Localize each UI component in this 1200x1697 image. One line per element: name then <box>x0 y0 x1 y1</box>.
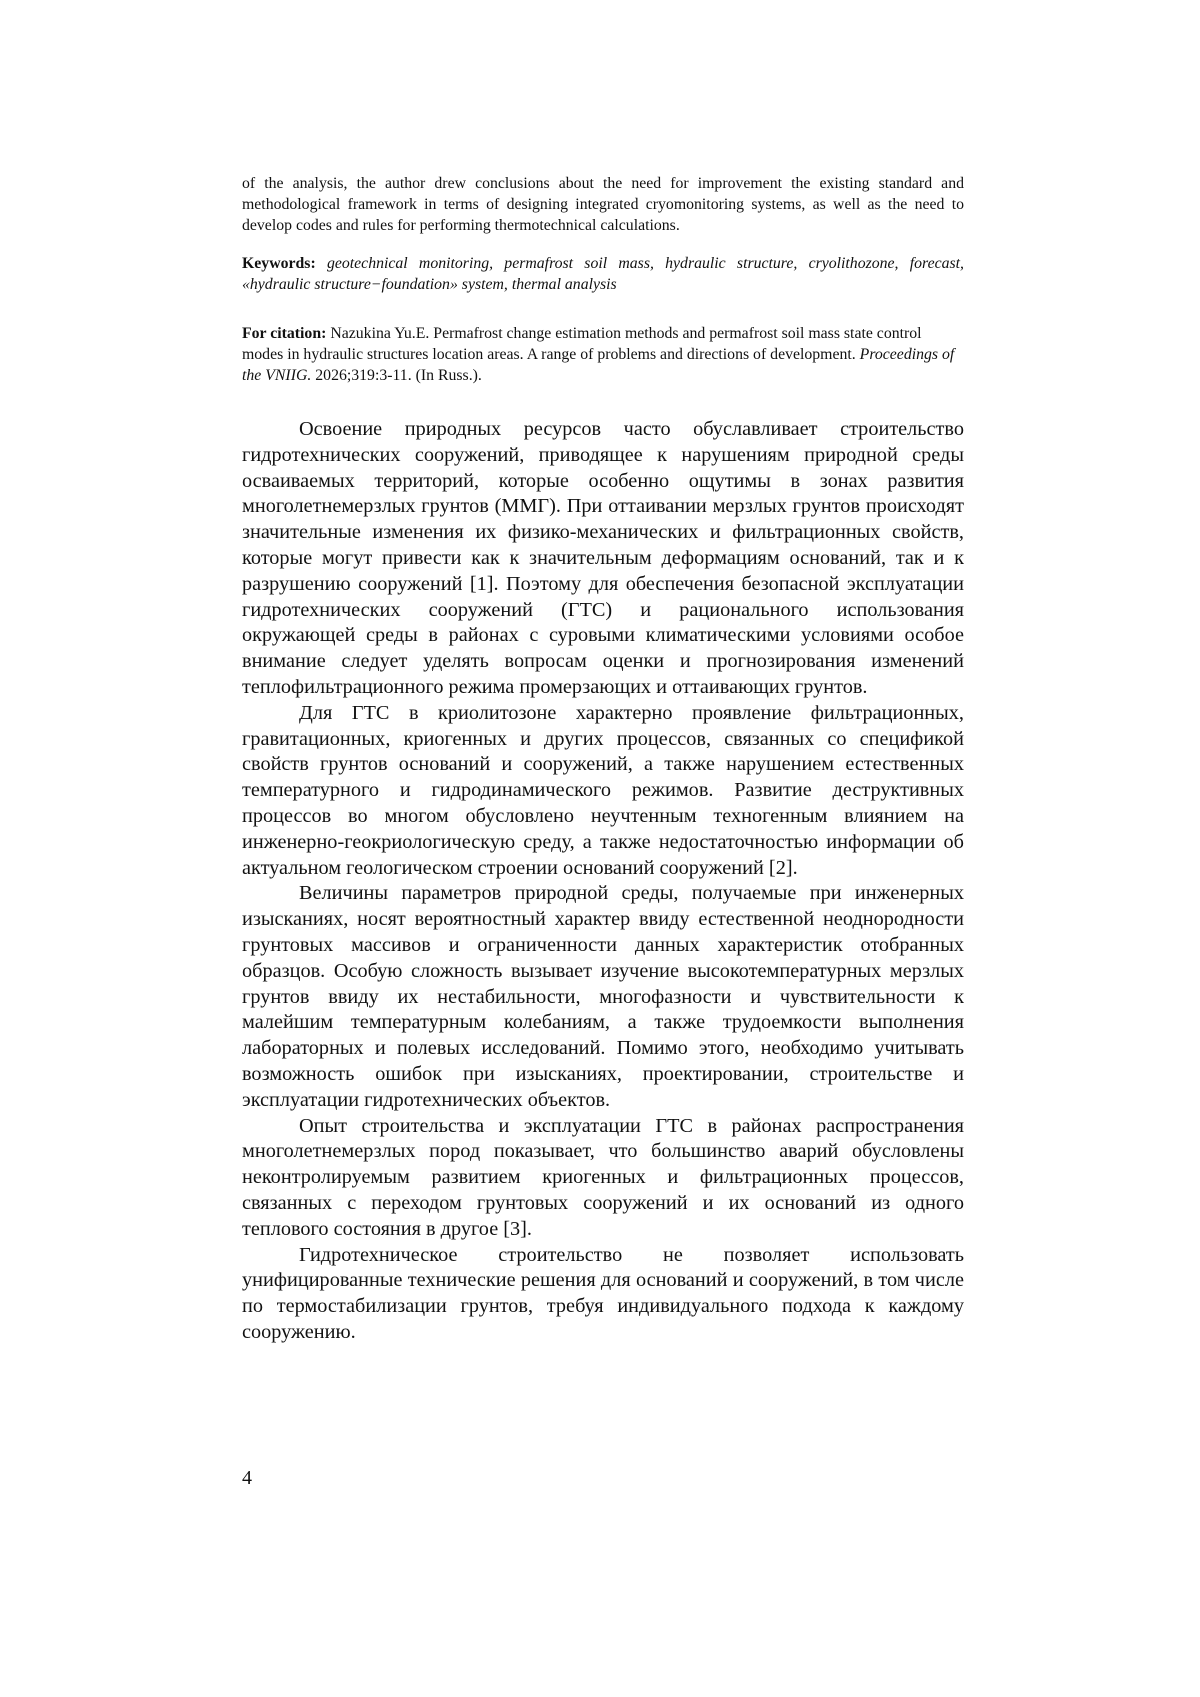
keywords-label: Keywords: <box>242 255 316 272</box>
main-body-text <box>242 417 964 1346</box>
body-paragraph-5: Гидротехническое строительство не позволяет использовать унифицированные технические решения для оснований и сооружений, в том числе по термостабилизации грунтов, требуя индивидуального подхода к каждому сооружению. <box>242 1243 964 1343</box>
citation-label: For citation: <box>242 325 327 342</box>
body-paragraph-4: Опыт строительства и эксплуатации ГТС в районах распространения многолетнемерзлых пород показывает, что большинство аварий обусловлены неконтролируемым развитием криогенных и фильтрационных процессов, связанных с переходом грунтовых сооружений и их оснований из одного теплового состояния в другое [3]. <box>242 1114 964 1240</box>
keywords-text: geotechnical monitoring, permafrost soil mass, hydraulic structure, cryolithozone, forecast, «hydraulic structure−foundation» system, thermal analysis <box>242 255 964 293</box>
body-paragraph-2: Для ГТС в криолитозоне характерно проявление фильтрационных, гравитационных, криогенных и других процессов, связанных со спецификой свойств грунтов оснований и сооружений, а также нарушением естественных температурного и гидродинамического режимов. Развитие деструктивных процессов во многом обусловлено неучтенным техногенным влиянием на инженерно-геокриологическую среду, а также недостаточностью информации об актуальном геологическом строении оснований сооружений [2]. <box>242 701 964 879</box>
citation-journal: Proceedings of the VNIIG. <box>242 346 955 384</box>
body-paragraph-1: Освоение природных ресурсов часто обуславливает строительство гидротехнических сооружений, приводящее к нарушениям природной среды осваиваемых территорий, которые особенно ощутимы в зонах развития многолетнемерзлых грунтов (ММГ). При оттаивании мерзлых грунтов происходят значительные изменения их физико-механических и фильтрационных свойств, которые могут привести как к значительным деформациям оснований, так и к разрушению сооружений [1]. Поэтому для обеспечения безопасной эксплуатации гидротехнических сооружений (ГТС) и рационального использования окружающей среды в районах с суровыми климатическими условиями особое внимание следует уделять вопросам оценки и прогнозирования изменений теплофильтрационного режима промерзающих и оттаивающих грунтов. <box>242 418 964 698</box>
citation-block <box>242 323 964 386</box>
page-number: 4 <box>242 1467 252 1489</box>
citation-text-after: 2026;319:3-11. (In Russ.). <box>315 367 482 384</box>
keywords-block <box>242 253 964 295</box>
citation-text-before: Nazukina Yu.E. Permafrost change estimation methods and permafrost soil mass state control modes in hydraulic structures location areas. A range of problems and directions of development. <box>242 325 922 363</box>
body-paragraph-3: Величины параметров природной среды, получаемые при инженерных изысканиях, носят вероятностный характер ввиду естественной неоднородности грунтовых массивов и ограниченности данных характеристик отобранных образцов. Особую сложность вызывает изучение высокотемпературных мерзлых грунтов ввиду их нестабильности, многофазности и чувствительности к малейшим температурным колебаниям, а также трудоемкости выполнения лабораторных и полевых исследований. Помимо этого, необходимо учитывать возможность ошибок при изысканиях, проектировании, строительстве и эксплуатации гидротехнических объектов. <box>242 882 964 1111</box>
abstract-continuation: of the analysis, the author drew conclusions about the need for improvement the existing standard and methodological framework in terms of designing integrated cryomonitoring systems, as well as the need to develop codes and rules for performing thermotechnical calculations. <box>242 175 964 234</box>
